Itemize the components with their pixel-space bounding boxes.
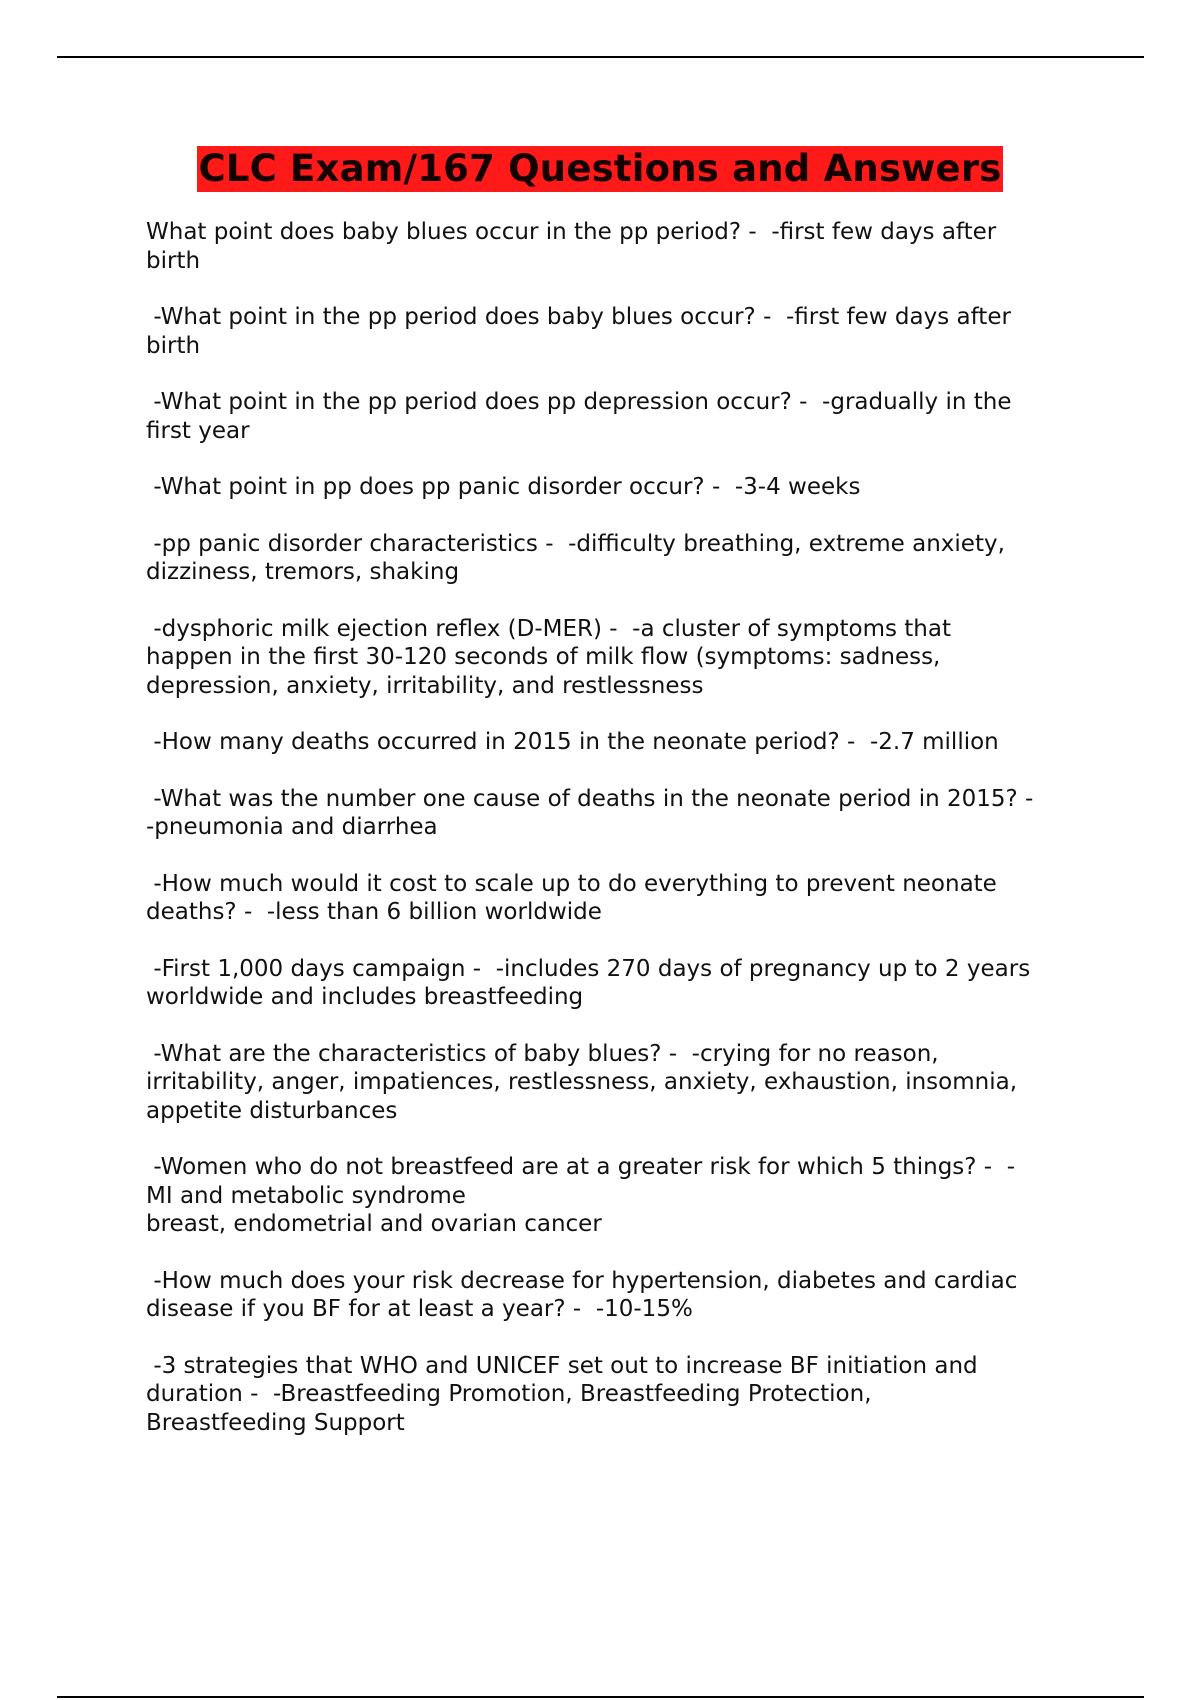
- qa-item: -What was the number one cause of deaths in the neonate period in 2015? - -pneumonia and diarrhea: [146, 785, 1034, 840]
- qa-item: -First 1,000 days campaign - -includes 270 days of pregnancy up to 2 years worldwide and includes breastfeeding: [146, 955, 1031, 1010]
- qa-item: -What point in the pp period does baby blues occur? - -first few days after birth: [146, 304, 1011, 359]
- qa-item: -dysphoric milk ejection reflex (D-MER) - -a cluster of symptoms that happen in the first 30-120 seconds of milk flow (symptoms: sadness, depression, anxiety, irritability, and restlessness: [146, 615, 951, 699]
- qa-list: [146, 218, 1086, 1465]
- title-container: [0, 146, 1200, 192]
- qa-item: -How much would it cost to scale up to do everything to prevent neonate deaths? - -less than 6 billion worldwide: [146, 870, 997, 925]
- qa-item: -What are the characteristics of baby blues? - -crying for no reason, irritability, anger, impatiences, restlessness, anxiety, exhaustion, insomnia, appetite disturbances: [146, 1040, 1018, 1124]
- qa-item: -What point in the pp period does pp depression occur? - -gradually in the first year: [146, 389, 1012, 444]
- bottom-rule: [57, 1696, 1144, 1698]
- qa-item: What point does baby blues occur in the pp period? - -first few days after birth: [146, 219, 997, 274]
- qa-item: -How many deaths occurred in 2015 in the neonate period? - -2.7 million: [146, 729, 999, 755]
- qa-item: -pp panic disorder characteristics - -difficulty breathing, extreme anxiety, dizziness, tremors, shaking: [146, 530, 1005, 585]
- qa-item: -How much does your risk decrease for hypertension, diabetes and cardiac disease if you BF for at least a year? - -10-15%: [146, 1267, 1018, 1322]
- top-rule: [57, 56, 1144, 58]
- document-title: CLC Exam/167 Questions and Answers: [198, 147, 1002, 190]
- qa-item: -3 strategies that WHO and UNICEF set out to increase BF initiation and duration - -Breastfeeding Promotion, Breastfeeding Protection, Breastfeeding Support: [146, 1352, 978, 1436]
- qa-item: -What point in pp does pp panic disorder occur? - -3-4 weeks: [146, 474, 861, 500]
- qa-item: -Women who do not breastfeed are at a greater risk for which 5 things? - - MI and metabolic syndrome breast, endometrial and ovarian cancer: [146, 1154, 1016, 1237]
